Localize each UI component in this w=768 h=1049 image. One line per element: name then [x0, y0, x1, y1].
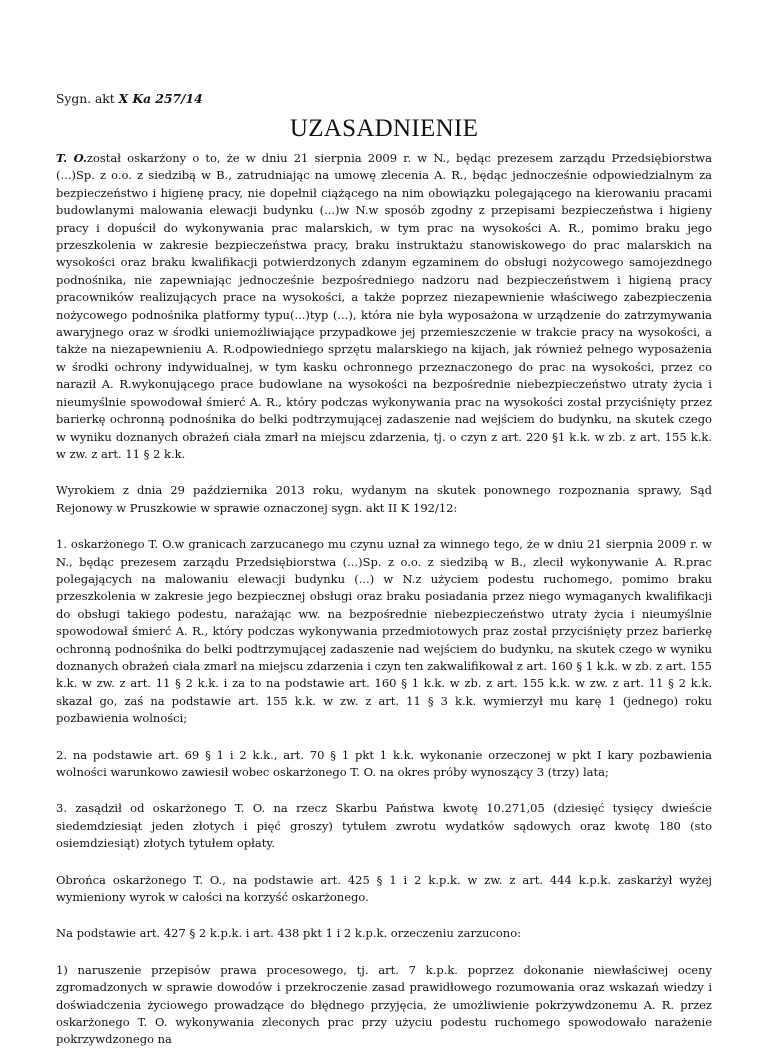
paragraph-charge — [56, 150, 712, 463]
paragraph-judgment-intro: Wyrokiem z dnia 29 października 2013 roku, wydanym na skutek ponownego rozpoznania sprawy, Sąd Rejonowy w Pruszkowie w sprawie oznaczonej sygn. akt II K 192/12: — [56, 483, 712, 515]
paragraph-judgment-item-1: 1. oskarżonego T. O.w granicach zarzucanego mu czynu uznał za winnego tego, że w dniu 21 sierpnia 2009 r. w N., będąc prezesem zarządu Przedsiębiorstwa (...)Sp. z o.o. z siedzibą w B., zlecił wykonywanie A. R.prac polegających na malowaniu elewacji budynku (...) w N.z użyciem podestu ruchomego, pomimo braku przeszkolenia w zakresie jego bezpiecznej obsługi oraz braku posiadania przez niego wymaganych kwalifikacji do obsługi takiego podestu, narażając ww. na bezpośrednie niebezpieczeństwo utraty życia i nieumyślnie spowodował śmierć A. R., który podczas wykonywania przedmiotowych praz został przyciśnięty przez barierkę ochronną podnośnika do belki podtrzymującej zadaszenie nad wejściem do budynku, na skutek czego w wyniku doznanych obrażeń ciała zmarł na miejscu zdarzenia i czyn ten zakwalifikował z art. 160 § 1 k.k. w zb. z art. 155 k.k. w zw. z art. 11 § 2 k.k. i za to na podstawie art. 160 § 1 k.k. w zb. z art. 155 k.k. w zw. z art. 11 § 2 k.k. skazał go, zaś na podstawie art. 155 k.k. w zw. z art. 11 § 3 k.k. wymierzył mu karę 1 (jednego) roku pozbawienia wolności; — [56, 537, 712, 726]
case-signature-number: X Ka 257/14 — [118, 91, 203, 106]
paragraph-appeal: Obrońca oskarżonego T. O., na podstawie art. 425 § 1 i 2 k.p.k. w zw. z art. 444 k.p.k. zaskarżył wyżej wymieniony wyrok w całości na korzyść oskarżonego. — [56, 872, 712, 905]
paragraph-charges-intro: Na podstawie art. 427 § 2 k.p.k. i art. 438 pkt 1 i 2 k.p.k. orzeczeniu zarzucono: — [56, 926, 521, 941]
paragraph-text: został oskarżony o to, że w dniu 21 sierpnia 2009 r. w N., będąc prezesem zarządu Przedsiębiorstwa (...)Sp. z o.o. z siedzibą w B., zatrudniając na umowę zlecenia A. R., będąc jednocześnie odpowiedzialnym za bezpieczeństwo i higienę pracy, nie dopełnił ciążącego na nim obowiązku polegającego na kierowaniu pracami budowlanymi malowania elewacji budynku (...)w N.w sposób zgodny z przepisami bezpieczeństwa i higieny pracy i dopuścił do wykonywania prac malarskich, w tym prac na wysokości A. R., pomimo braku jego przeszkolenia w zakresie bezpieczeństwa pracy, braku instruktażu stanowiskowego do prac malarskich na wysokości oraz braku kwalifikacji potwierdzonych zdanym egzaminem do obsługi nożycowego samojezdnego podnośnika, nie zapewniając jednocześnie bezpośredniego nadzoru nad bezpieczeństwem i higieną pracy pracowników realizujących prace na wysokości, a także poprzez niezapewnienie właściwego zabezpieczenia nożycowego podnośnika platformy typu(...)typ (...), która nie była wyposażona w urządzenie do zatrzymywania awaryjnego oraz w środki uniemożliwiające przypadkowe jej przemieszczenie w trakcie pracy na wysokości, a także na niezapewnieniu A. R.odpowiedniego sprzętu malarskiego na kijach, jak również pełnego wyposażenia w środki ochrony indywidualnej, w tym kasku ochronnego przeznaczonego do prac na wysokości, przez co naraził A. R.wykonującego prace budowlane na wysokości na bezpośrednie niebezpieczeństwo utraty życia i nieumyślnie spowodował śmierć A. R., który podczas wykonywania prac na wysokości został przyciśnięty przez barierkę ochronną podnośnika do belki podtrzymującej zadaszenie nad wejściem do budynku, na skutek czego w wyniku doznanych obrażeń ciała zmarł na miejscu zdarzenia, tj. o czyn z art. 220 §1 k.k. w zb. z art. 155 k.k. w zw. z art. 11 § 2 k.k. — [56, 151, 713, 461]
document-title: UZASADNIENIE — [289, 115, 479, 142]
paragraph-judgment-item-2: 2. na podstawie art. 69 § 1 i 2 k.k., art. 70 § 1 pkt 1 k.k. wykonanie orzeczonej w pkt I kary pozbawienia wolności warunkowo zawiesił wobec oskarżonego T. O. na okres próby wynoszący 3 (trzy) lata; — [56, 747, 712, 779]
paragraph-charge-item-1: 1) naruszenie przepisów prawa procesowego, tj. art. 7 k.p.k. poprzez dokonanie niewłaściwej oceny zgromadzonych w sprawie dowodów i przekroczenie zasad prawidłowego rozumowania oraz wskazań wiedzy i doświadczenia życiowego prowadzące do błędnego przyjęcia, że umożliwienie pokrzywdzonemu A. R. przez oskarżonego T. O. wykonywania zleconych prac przy użyciu podestu ruchomego spowodowało narażenie pokrzywdzonego na — [56, 962, 712, 1047]
case-signature — [56, 90, 712, 108]
case-signature-prefix: Sygn. akt — [56, 92, 119, 106]
defendant-name: T. O. — [56, 151, 87, 165]
paragraph-judgment-item-3: 3. zasądził od oskarżonego T. O. na rzecz Skarbu Państwa kwotę 10.271,05 (dziesięć tysięcy dwieście siedemdziesiąt jeden złotych i pięć groszy) tytułem zwrotu wydatków sądowych oraz kwotę 180 (sto osiemdziesiąt) złotych tytułem opłaty. — [56, 801, 712, 851]
